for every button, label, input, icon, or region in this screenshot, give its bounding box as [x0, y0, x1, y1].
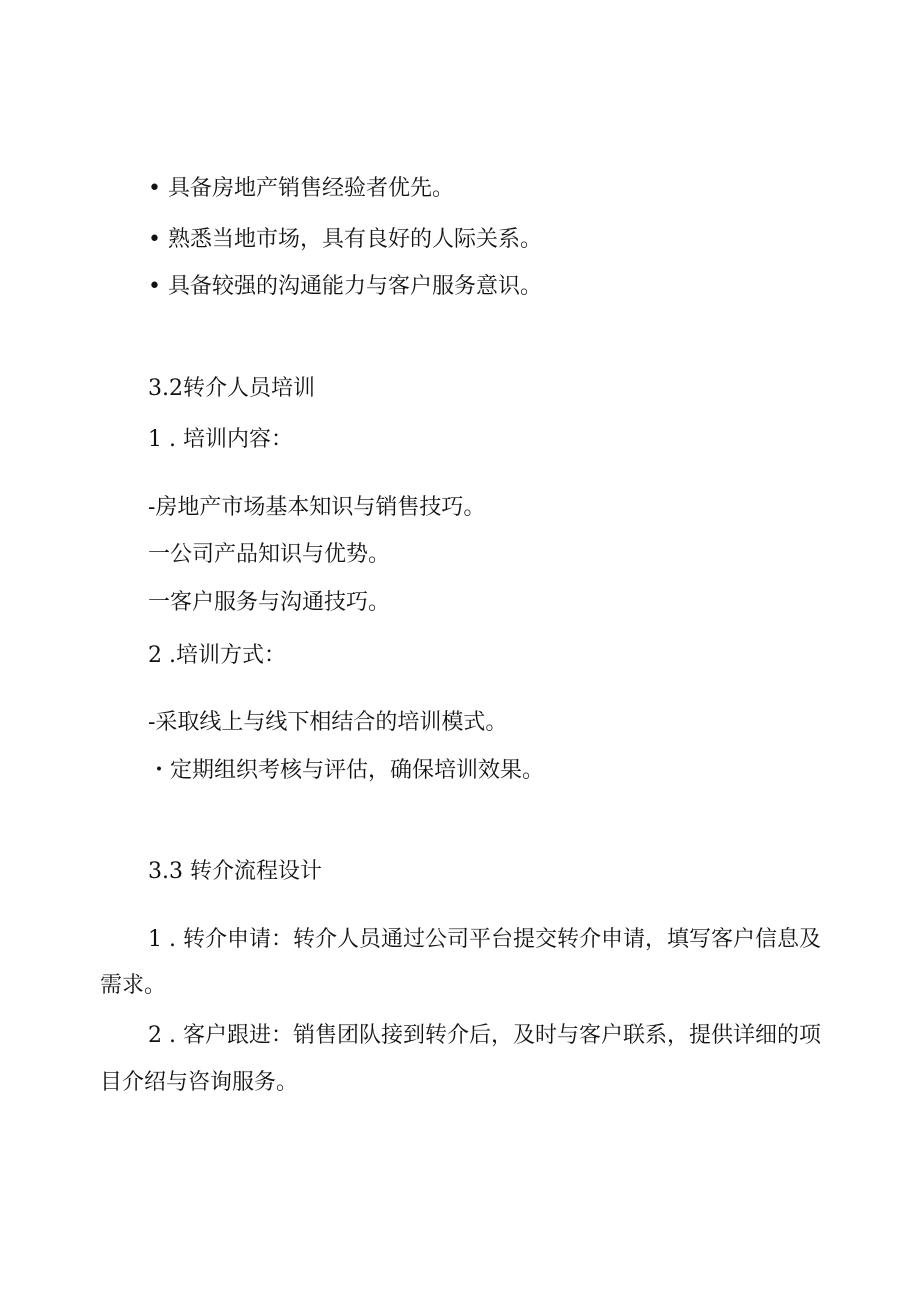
process-step-line: 1 . 转介申请：转介人员通过公司平台提交转介申请，填写客户信息及 — [148, 927, 821, 952]
training-method-label: 2 .培训方式： — [148, 643, 286, 668]
requirement-item: • 具备较强的沟通能力与客户服务意识。 — [148, 274, 542, 299]
process-step-line: 2 . 客户跟进：销售团队接到转介后，及时与客户联系，提供详细的项 — [148, 1023, 821, 1048]
training-content-item: 一公司产品知识与优势。 — [148, 542, 391, 567]
training-content-label: 1 . 培训内容： — [148, 427, 293, 452]
requirement-item: • 具备房地产销售经验者优先。 — [148, 176, 454, 201]
section-heading-process: 3.3 转介流程设计 — [148, 859, 322, 884]
section-heading-training: 3.2转介人员培训 — [148, 376, 315, 401]
training-method-item: ・定期组织考核与评估，确保培训效果。 — [148, 758, 545, 783]
training-content-item: 一客户服务与沟通技巧。 — [148, 590, 391, 615]
process-step-line: 目介绍与咨询服务。 — [100, 1070, 299, 1095]
process-step-line: 需求。 — [100, 973, 167, 998]
training-method-item: -采取线上与线下相结合的培训模式。 — [148, 710, 508, 735]
requirement-item: • 熟悉当地市场，具有良好的人际关系。 — [148, 227, 542, 252]
training-content-item: -房地产市场基本知识与销售技巧。 — [148, 495, 486, 520]
